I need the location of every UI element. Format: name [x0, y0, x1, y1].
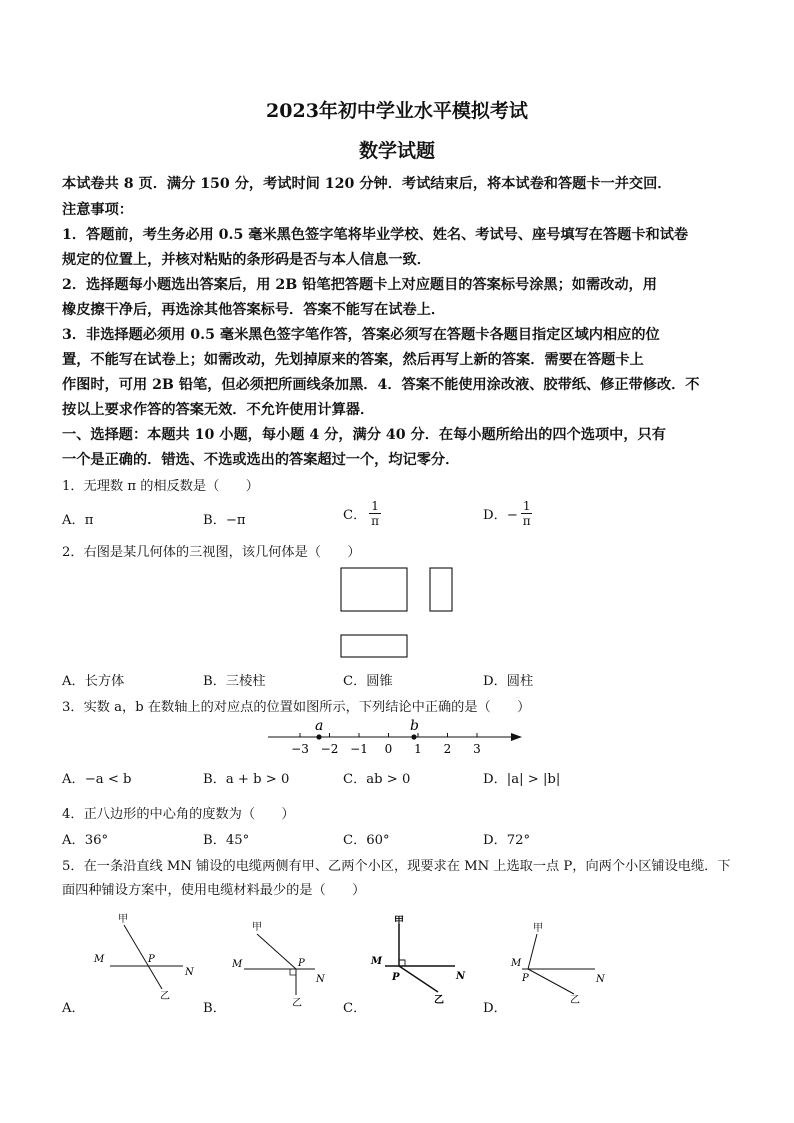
label-yi: 乙	[160, 991, 170, 1002]
point-b-label: b	[410, 718, 419, 734]
cable-line-2	[528, 969, 574, 994]
fraction-numerator: 1	[522, 499, 531, 513]
intro-line: 本试卷共 8 页．满分 150 分，考试时间 120 分钟．考试结束后，将本试卷和答题卡一并交回．	[62, 176, 672, 192]
tick-label: 0	[384, 742, 393, 756]
diagram-c	[370, 915, 466, 1006]
label-n: N	[316, 974, 325, 985]
q1-option-d-label: D．−	[483, 508, 518, 523]
question-1-text: 1．无理数 π 的相反数是（ ）	[62, 479, 259, 494]
q3-option-d: D．|a| > |b|	[483, 772, 561, 787]
tick-label: 1	[414, 742, 422, 756]
section-heading-line2: 一个是正确的．错选、不选或选出的答案超过一个，均记零分．	[62, 452, 460, 468]
page-subtitle: 数学试题	[358, 140, 435, 162]
q2-option-b: B．三棱柱	[203, 674, 266, 689]
fraction-denominator: π	[371, 514, 380, 528]
q2-option-a: A．长方体	[62, 674, 125, 689]
label-n: N	[596, 974, 605, 985]
q4-option-c: C．60°	[343, 833, 390, 848]
right-angle-mark	[399, 960, 405, 966]
diagram-d	[510, 922, 606, 1006]
cable-line	[124, 925, 162, 989]
q5-option-d: D．	[483, 1001, 507, 1016]
tick-label: −2	[320, 742, 339, 756]
fraction-numerator: 1	[371, 499, 379, 513]
label-yi: 乙	[570, 995, 580, 1006]
label-m: M	[511, 958, 522, 969]
q5-option-a: A．	[62, 1001, 85, 1016]
q1-option-c-label: C．	[343, 508, 367, 523]
cable-line-1	[528, 934, 537, 969]
label-yi: 乙	[292, 998, 302, 1009]
question-4-text: 4．正八边形的中心角的度数为（ ）	[62, 807, 295, 822]
q3-option-c: C．ab > 0	[343, 772, 411, 787]
q1-option-b: B．−π	[203, 513, 246, 528]
diagram-b	[231, 921, 326, 1009]
q3-option-b: B．a + b > 0	[203, 772, 290, 787]
fraction-denominator: π	[522, 514, 531, 528]
label-m: M	[232, 959, 243, 970]
cable-line-2	[399, 966, 438, 992]
note-3c: 作图时，可用 2B 铅笔，但必须把所画线条加黑．4．答案不能使用涂改液、胶带纸、修正带修改．不	[62, 377, 700, 393]
q5-option-c: C．	[343, 1001, 367, 1016]
question-2-text: 2．右图是某几何体的三视图，该几何体是（ ）	[62, 545, 361, 560]
note-3a: 3．非选择题必须用 0.5 毫米黑色签字笔作答，答案必须写在答题卡各题目指定区域内相应的位	[62, 327, 660, 343]
label-p: P	[148, 954, 155, 965]
label-n: N	[456, 971, 466, 982]
label-yi: 乙	[434, 995, 444, 1006]
q3-option-a: A．−a < b	[62, 772, 132, 787]
notes-title: 注意事项：	[62, 202, 133, 218]
label-jia: 甲	[533, 923, 543, 934]
label-n: N	[185, 967, 194, 978]
q2-option-d: D．圆柱	[483, 674, 534, 689]
note-2a: 2．选择题每小题选出答案后，用 2B 铅笔把答题卡上对应题目的答案标号涂黑；如需改动，用	[62, 277, 657, 293]
tick-label: 3	[473, 742, 481, 756]
note-2b: 橡皮擦干净后，再选涂其他答案标号．答案不能写在试卷上．	[62, 302, 446, 318]
right-angle-mark	[290, 969, 296, 975]
page-title: 2023年初中学业水平模拟考试	[266, 100, 528, 122]
question-3-text: 3．实数 a，b 在数轴上的对应点的位置如图所示，下列结论中正确的是（ ）	[62, 700, 531, 715]
label-p: P	[298, 958, 305, 969]
note-3b: 置，不能写在试卷上；如需改动，先划掉原来的答案，然后再写上新的答案．需要在答题卡上	[62, 352, 644, 368]
q4-option-a: A．36°	[62, 833, 109, 848]
point-a-label: a	[315, 718, 324, 734]
tick-label: −3	[291, 742, 309, 756]
label-jia: 甲	[118, 914, 128, 925]
q4-option-d: D．72°	[483, 833, 531, 848]
diagram-a	[93, 913, 195, 1002]
q1-option-a: A．π	[62, 513, 94, 528]
note-3d: 按以上要求作答的答案无效．不允许使用计算器．	[62, 402, 375, 418]
note-1a: 1．答题前，考生务必用 0.5 毫米黑色签字笔将毕业学校、姓名、考试号、座号填写在答题卡和试卷	[62, 227, 689, 243]
cable-line-1	[257, 934, 296, 969]
label-jia: 甲	[252, 922, 262, 933]
q2-option-c: C．圆锥	[343, 674, 393, 689]
section-heading-line1: 一、选择题：本题共 10 小题，每小题 4 分，满分 40 分．在每小题所给出的四个选项中，只有	[62, 427, 666, 443]
question-5-line1: 5．在一条沿直线 MN 铺设的电缆两侧有甲、乙两个小区，现要求在 MN 上选取一点 P，向两个小区铺设电缆．下	[62, 859, 731, 874]
tick-label: 2	[443, 742, 452, 756]
question-5-line2: 面四种铺设方案中，使用电缆材料最少的是（ ）	[62, 883, 366, 898]
label-p: P	[392, 972, 400, 983]
q5-option-b: B．	[203, 1001, 226, 1016]
q4-option-b: B．45°	[203, 833, 250, 848]
tick-label: −1	[350, 742, 368, 756]
label-m: M	[371, 956, 383, 967]
label-jia: 甲	[394, 916, 404, 927]
note-1b: 规定的位置上，并核对粘贴的条形码是否与本人信息一致．	[62, 252, 431, 268]
label-m: M	[94, 954, 105, 965]
label-p: P	[522, 973, 529, 984]
